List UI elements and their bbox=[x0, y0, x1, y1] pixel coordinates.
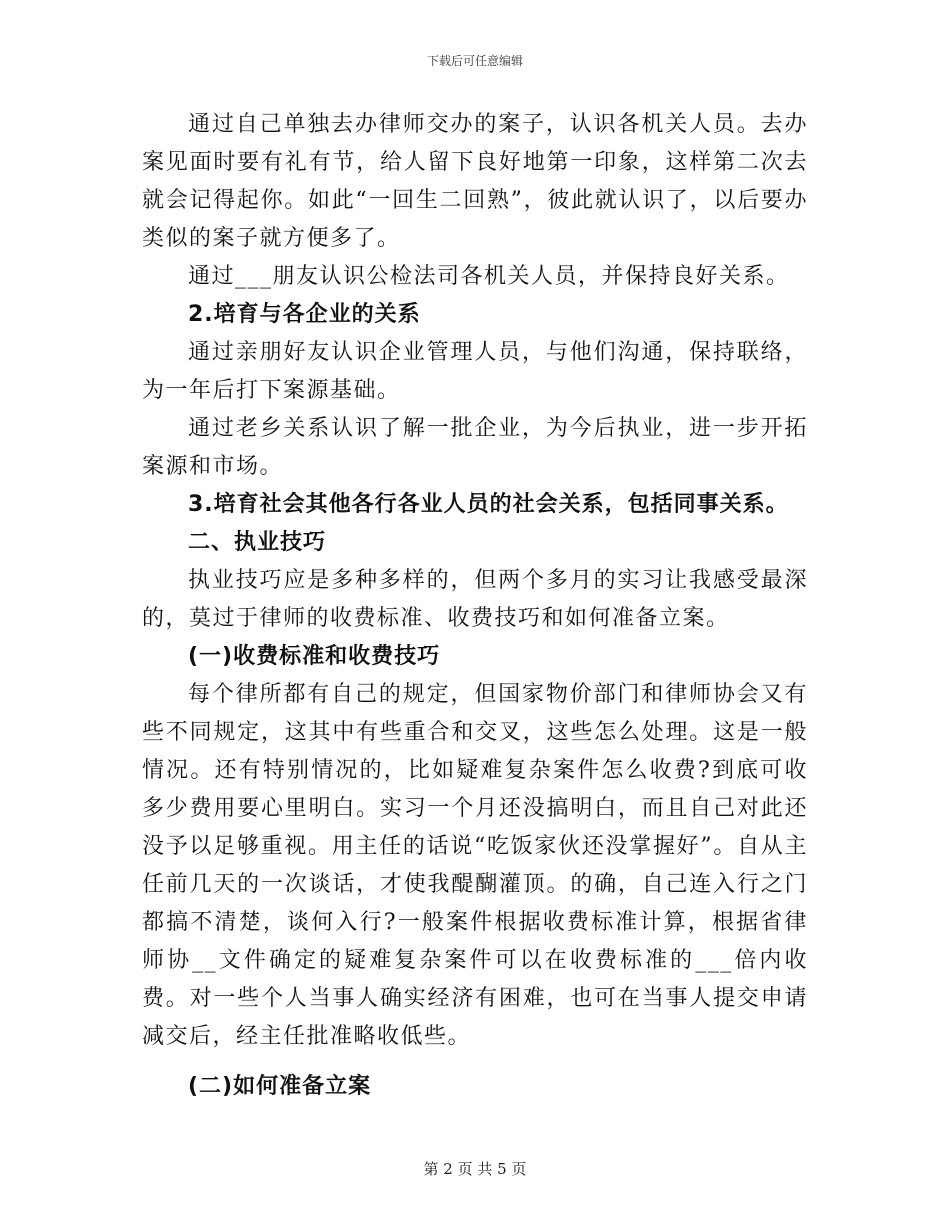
paragraph-hometown-relations: 通过老乡关系认识了解一批企业，为今后执业，进一步开拓案源和市场。 bbox=[142, 416, 808, 479]
paragraph-organ-contacts: 通过自己单独去办律师交办的案子，认识各机关人员。去办案见面时要有礼有节，给人留下良好地第一印象，这样第二次去就会记得起你。如此“一回生二回熟”，彼此就认识了，以后要办类似的案子就方便多了。 bbox=[142, 112, 808, 251]
page-footer: 第 2 页 共 5 页 bbox=[423, 1160, 527, 1178]
paragraph-friends-contacts: 通过___朋友认识公检法司各机关人员，并保持良好关系。 bbox=[188, 264, 790, 289]
heading-practice-skills: 二、执业技巧 bbox=[188, 530, 327, 555]
paragraph-enterprise-managers: 通过亲朋好友认识企业管理人员，与他们沟通，保持联络，为一年后打下案源基础。 bbox=[142, 340, 808, 403]
spacer bbox=[142, 1056, 808, 1068]
document-body bbox=[142, 106, 808, 1106]
page-header: 下载后可任意编辑 bbox=[426, 54, 523, 68]
heading-fee-standards: (一)收费标准和收费技巧 bbox=[188, 644, 441, 669]
heading-social-relations: 3.培育社会其他各行各业人员的社会关系，包括同事关系。 bbox=[188, 492, 789, 517]
paragraph-fee-details: 每个律所都有自己的规定，但国家物价部门和律师协会又有些不同规定，这其中有些重合和交叉，这些怎么处理。这是一般情况。还有特别情况的，比如疑难复杂案件怎么收费?到底可收多少费用要心里明白。实习一个月还没搞明白，而且自己对此还没予以足够重视。用主任的话说“吃饭家伙还没掌握好”。自从主任前几天的一次谈话，才使我醍醐灌顶。的确，自己连入行之门都搞不清楚，谈何入行?一般案件根据收费标准计算，根据省律师协__文件确定的疑难复杂案件可以在收费标准的___倍内收费。对一些个人当事人确实经济有困难，也可在当事人提交申请减交后，经主任批准略收低些。 bbox=[142, 682, 808, 1049]
heading-case-filing: (二)如何准备立案 bbox=[188, 1074, 372, 1099]
paragraph-skills-intro: 执业技巧应是多种多样的，但两个多月的实习让我感受最深的，莫过于律师的收费标准、收费技巧和如何准备立案。 bbox=[142, 568, 808, 631]
heading-enterprise-relations: 2.培育与各企业的关系 bbox=[188, 302, 421, 327]
